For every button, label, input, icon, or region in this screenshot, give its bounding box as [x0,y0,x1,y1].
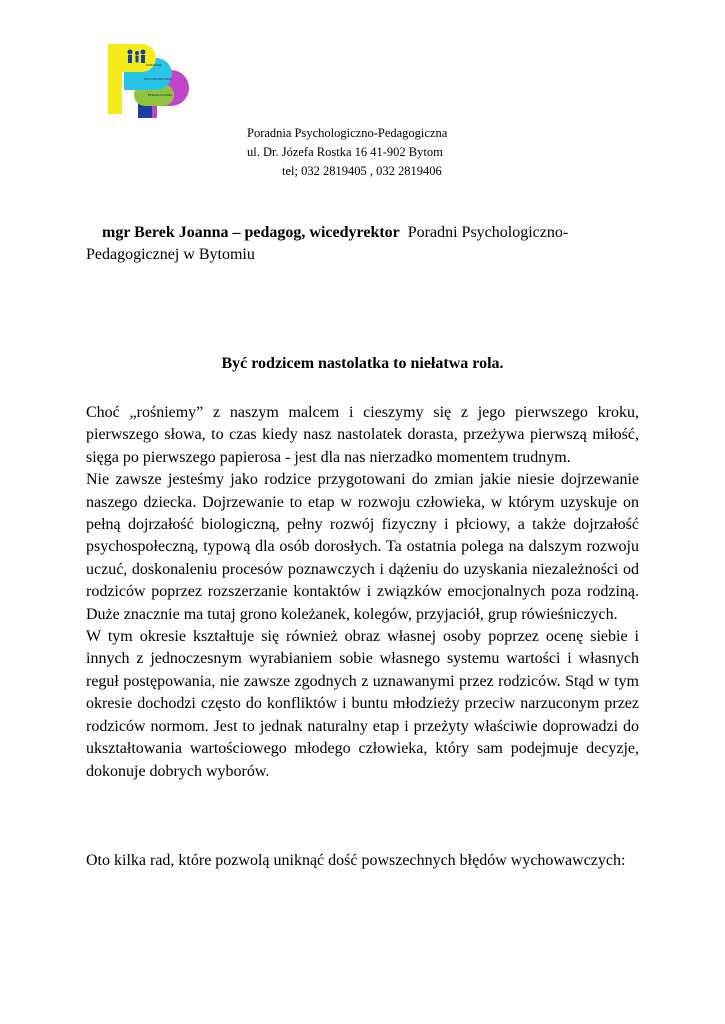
author-affiliation: Poradni Psychologiczno-Pedagogicznej w Bytomiu [86,224,569,263]
clinic-address: ul. Dr. Józefa Rostka 16 41-902 Bytom [247,145,443,159]
logo-line-1: PORADNIA [146,63,162,67]
clinic-phone: tel; 032 2819405 , 032 2819406 [282,164,442,178]
advice-intro [86,850,639,872]
clinic-name: Poradnia Psychologiczno-Pedagogiczna [247,126,448,140]
clinic-logo [86,40,196,130]
author-name: mgr Berek Joanna – pedagog, wicedyrektor [102,224,400,241]
paragraph-2: Nie zawsze jesteśmy jako rodzice przygotowani do zmian jakie niesie dojrzewanie naszego dziecka. Dojrzewanie to etap w rozwoju człowieka, w którym uzyskuje on pełną dojrzałość biologiczną, pełny rozwój fizyczny i płciowy, a także dojrzałość psychospołeczną, typową dla osób dorosłych. Ta ostatnia polega na dalszym rozwoju uczuć, doskonaleniu procesów poznawczych i dążeniu do uzyskania niezależności od rodziców poprzez rozszerzanie kontaktów i związków emocjonalnych poza rodziną. Duże znacznie ma tutaj grono koleżanek, kolegów, przyjaciół, grup rówieśniczych. [86,471,639,623]
logo-line-3: PEDAGOGICZNA [148,93,173,97]
author-line [86,222,646,266]
article-title: Być rodzicem nastolatka to niełatwa rola. [221,355,504,372]
clinic-logo-graphic [86,40,196,130]
logo-line-2: PSYCHOLOGICZNO [144,77,172,81]
paragraph-1: Choć „rośniemy” z naszym malcem i cieszymy się z jego pierwszego kroku, pierwszego słowa, to czas kiedy nasz nastolatek dorasta, przeżywa pierwszą miłość, sięga po pierwszego papierosa - jest dla nas nierzadko momentem trudnym. [86,404,639,466]
article-body [86,402,639,783]
paragraph-4: Oto kilka rad, które pozwolą uniknąć dość powszechnych błędów wychowawczych: [86,852,626,869]
paragraph-3: W tym okresie kształtuje się również obraz własnej osoby poprzez ocenę siebie i innych z jednoczesnym wyrabianiem sobie własnego systemu wartości i własnych reguł postępowania, nie zawsze zgodnych z uznawanymi przez rodziców. Stąd w tym okresie dochodzi często do konfliktów i buntu młodzieży przeciw narzuconym przez rodziców normom. Jest to jednak naturalny etap i przeżyty właściwie doprowadzi do ukształtowania wartościowego młodego człowieka, który sam podejmuje decyzje, dokonuje dobrych wyborów. [86,628,639,780]
